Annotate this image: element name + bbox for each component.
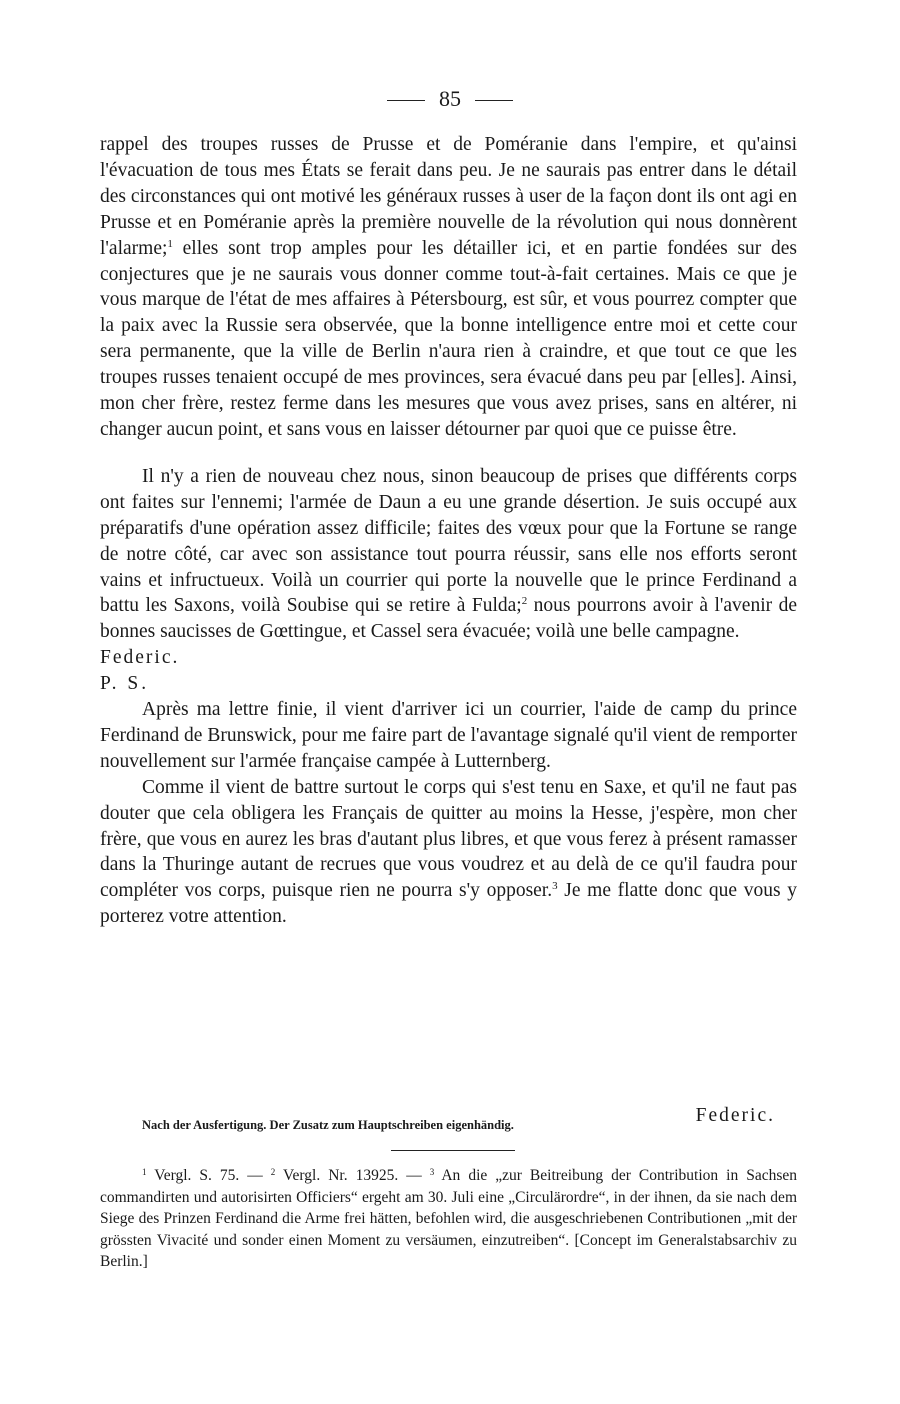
footnote-ref-2: 2 bbox=[521, 595, 528, 608]
paragraph-gap bbox=[100, 443, 797, 464]
postscript-paragraph-2-text: Comme il vient de battre surtout le corps qui s'est tenu en Saxe, et qu'il ne faut pas douter que cela obligera les Français de quitter au moins la Hesse, j'espère, mon cher frère, que vous en aurez les bras d'autant plus libres, et que vous ferez à présent ramasser dans la Thuringe autant de recrues que vous voudrez et au delà de ce qu'il faudra pour compléter vos corps, puisque rien ne pourra s'y opposer. bbox=[100, 776, 797, 902]
letter-body bbox=[100, 132, 797, 930]
footnote-1-text: Vergl. S. 75. — bbox=[146, 1167, 271, 1184]
letter-paragraph-1 bbox=[100, 132, 797, 443]
header-dash-right bbox=[475, 100, 513, 101]
footnotes bbox=[100, 1165, 797, 1273]
postscript-title: P. S. bbox=[100, 673, 150, 695]
paragraph-2-continuation: nous pourrons avoir à l'avenir de bonnes saucisses de Gœttingue, et Cassel sera évacuée; voilà une belle campagne. bbox=[100, 595, 797, 643]
page-number: 85 bbox=[439, 86, 461, 111]
header-dash-left bbox=[387, 100, 425, 101]
paragraph-1-text: rappel des troupes russes de Prusse et de Poméranie dans l'empire, et qu'ainsi l'évacuation de tous mes États se ferait dans peu. Je ne saurais pas entrer dans le détail des circonstances qui ont motivé les généraux russes à user de la façon dont ils ont agi en Prusse et en Poméranie après la première nouvelle de la révolution qui nous donnèrent l'alarme; bbox=[100, 134, 797, 259]
paragraph-1-continuation: elles sont trop amples pour les détailler ici, et en partie fondées sur des conjectures que je ne saurais vous donner comme tout-à-fait certaines. Mais ce que je vous marque de l'état de mes affaires à Pétersbourg, est sûr, et vous pourrez compter que la paix avec la Russie sera observée, que la bonne intelligence entre moi et cette cour sera permanente, que la ville de Berlin n'aura rien à craindre, et que tout ce que les troupes russes tenaient occupé de mes provinces, sera évacué dans peu par [elles]. Ainsi, mon cher frère, restez ferme dans les mesures que vous avez prises, sans en altérer, ni changer aucun point, et sans vous en laisser détourner par quoi que ce puisse être. bbox=[100, 237, 797, 440]
page-header bbox=[0, 84, 900, 114]
footnote-ref-3: 3 bbox=[552, 880, 558, 893]
letter-paragraph-2 bbox=[100, 464, 797, 645]
footnote-2-marker: 2 bbox=[270, 1167, 276, 1177]
postscript-paragraph-2 bbox=[100, 775, 797, 930]
paragraph-2-text: Il n'y a rien de nouveau chez nous, sinon beaucoup de prises que différents corps ont faites sur l'ennemi; l'armée de Daun a eu une grande désertion. Je suis occupé aux préparatifs d'une opération assez difficile; faites des vœux pour que la Fortune se range de notre côté, car avec son assistance tout pourra réussir, sans elle nos efforts seront vains et infructueux. Voilà un courrier qui porte la nouvelle que le prince Ferdinand a battu les Saxons, voilà Soubise qui se retire à Fulda; bbox=[100, 465, 797, 617]
postscript-paragraph-2-continuation: Je me flatte donc que vous y porterez votre attention. bbox=[100, 880, 797, 928]
footnote-3-marker: 3 bbox=[429, 1167, 435, 1177]
footnote-3-text: An die „zur Beitreibung der Contribution in Sachsen commandirten und autorisirten Officiers“ ergeht am 30. Juli eine „Circulärordre“, in der ihnen, da sie nach dem Siege des Prinzen Ferdinand die Arme frei hätten, befohlen wird, die ausgeschriebenen Contributionen „mit der grössten Vivacité und sonder einen Moment zu versäumen, einzutreiben“. [Concept im Generalstabsarchiv zu Berlin.] bbox=[100, 1167, 797, 1271]
footnote-ref-1: 1 bbox=[167, 237, 173, 250]
footnote-rule bbox=[391, 1150, 515, 1151]
footnote-block bbox=[100, 1165, 797, 1273]
signature-2: Federic. bbox=[695, 1105, 775, 1126]
source-note-line bbox=[100, 1105, 797, 1140]
source-note: Nach der Ausfertigung. Der Zusatz zum Hauptschreiben eigenhändig. bbox=[142, 1118, 514, 1132]
signature: Federic. bbox=[100, 647, 180, 669]
footnote-2-text: Vergl. Nr. 13925. — bbox=[275, 1167, 430, 1184]
footnote-1-marker: 1 bbox=[142, 1167, 147, 1177]
postscript-paragraph-1: Après ma lettre finie, il vient d'arriver ici un courrier, l'aide de camp du prince Ferdinand de Brunswick, pour me faire part de l'avantage signalé qu'il vient de remporter nouvellement sur l'armée française campée à Lutternberg. bbox=[100, 699, 797, 772]
